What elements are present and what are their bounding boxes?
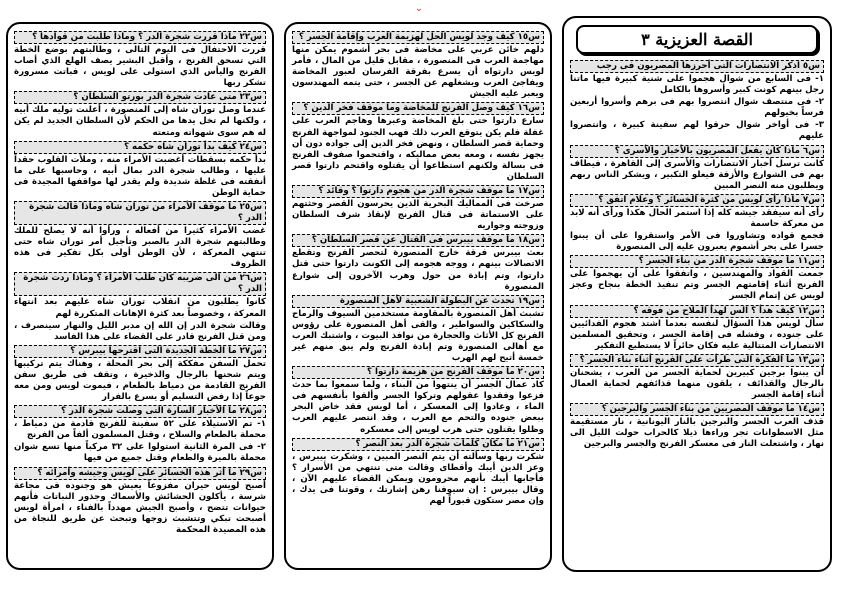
question-heading: س٢١ ما مكان كلمات شجرة الدر بعد النصر ؟ <box>292 438 544 451</box>
answer-text: كانت ترسل أخبار الانتصارات والأسرى إلى القاهرة ، فيطاف بهم فى الشوارع والأزقة فيعلو التكبير ، ويشكر الناس ربهم ويطلبون منه النصر المبين <box>570 158 824 191</box>
question-heading: س١٤ ما موقف المصريين من بناء الجسر والبرجين ؟ <box>570 403 824 416</box>
question-heading: س١١ ما موقف شجرة الدر من بناء الجسر ؟ <box>570 255 824 268</box>
question-heading: س٢٣ متى عادت شجرة الدر بورتو السلطان ؟ <box>14 91 266 104</box>
answer-text: ٢- فى المرة الثانية استولوا على ٣٢ مركباً منها تسع شوان محملة بالميرة والطعام وقتل جميع من فيها <box>14 442 266 464</box>
answer-text: رأى أنه سيفقد جيشه كله إذا استمر الحال هكذا ورأى أنه لابد من معركة حاسمة <box>570 207 824 229</box>
qa-list <box>570 60 824 450</box>
answer-text: ١- تم الاستيلاء على ٥٢ سفينة للفرنج قادمة من دمياط ، محملة بالطعام والسلاح ، وقتل المسلمون ألفاً من الفرنج <box>14 419 266 441</box>
answer-text: قررت الاحتفال فى اليوم التالى ، وطالبتهم بوضع الخطة التي تسحق الفرنج ، وأقبل البشير يصف الهلع الذي أصاب الفرنج واليأس الذي استولى على لويس ، فباتت مسرورة تشكر ربها <box>14 45 266 89</box>
answer-text: صرخت فى المماليك البحرية الذين يحرسون القصر وحثتهم على الاستماتة فى قتال الفرنج لإنقاذ شرف السلطان وزوجته وجواريه <box>292 199 544 232</box>
answer-text: شكرت ربها وسألته أن يتم النصر المبين ، وشكرت بيبرس ، وعز الدين أيبك وأقطاى وقالت متى تنتهي من الأسرار ؟ فأجابها أيبك بأنهم محرومون ويمكن القضاء عليهم الآن ، وقال بيبرس : إن سيوفنا رهن إشارتك ، وقوتنا فى يدك ، وإن مصر ستكون قبوراً لهم <box>292 451 544 506</box>
answer-text: أن يبنوا برجين كبيرين لحماية الجسر من العرب ، يشحنان بالرجال والقذائف ، يلقون منهما قذائفهم لحماية العمال أثناء إقامة الجسر <box>570 367 824 400</box>
question-heading: س٦ ماذا كان يفعل المصريون بالأخبار والأسرى ؟ <box>570 145 824 158</box>
question-heading: س٢٧ ما الخطة الجديدة التى اقترحها بيبرس ؟ <box>14 345 266 358</box>
qa-list <box>292 31 544 507</box>
answer-text: قذف العرب الجسر والبرجين بالنار اليونانية ، نار مستقيمة مثل الاسطوانات تجر وراءها ذيلا كالحراب حولت الليل الى نهار ، واشتعلت النار فى معسكر الفرنج والجسر والبرجين <box>570 417 824 450</box>
answer-text: فجمع قواده وتشاوروا فى الأمر واستقروا على أن يبنوا جسرا على بحر أشموم يعبرون عليه إلى المنصورة <box>570 231 824 253</box>
answer-text: جمعت القواد والمهندسين ، واتفقوا على أن يهجموا على الفرنج أثناء إقامتهم الجسر وتم تنفيذ الخطة بنجاح وعجز لويس عن إتمام الجسر <box>570 269 824 302</box>
column-middle <box>284 22 552 570</box>
question-heading: س١٩ تحدث عن البطولة الشعبية لأهل المنصورة <box>292 295 544 308</box>
answer-text: دلهم خائن عربي على مخاضة فى بحر أشموم يمكن منها مهاجمة العرب فى المنصورة ، مقابل قليل من المال ، فأمر لويس دارتواه أن يسرع بفرقة الفرسان لعبور المخاضة ويفاجئ العرب ويشغلهم عن الجسر ، حتى يتمه المهندسون ويعبر عليه الجيش <box>292 45 544 100</box>
answer-text: ٣- فى أواخر شوال حرقوا لهم سفينة كبيرة ، وانتصروا عليهم <box>570 120 824 142</box>
answer-text: غضب الأمراء كثيرا من أفعاله ، ورأوا أنه لا يصلح للملك وطالبتهم شجرة الدر بالصبر وتأجيل أمر توران شاه حتى تنتهي المعركة ، لأن الوطن أولى بكل تفكير فى هذه الظروف <box>14 226 266 270</box>
question-heading: س٧ ماذا رأى لويس من كثرة الخسائر ؟ وعلام اتفق ؟ <box>570 194 824 207</box>
question-heading: س٥ اذكر الانتصارات التى أحرزها المصريون فى رجب <box>570 60 824 73</box>
question-heading: س١٨ ما موقف بيبرس فى القتال عن قصر السلطان ؟ <box>292 234 544 247</box>
answer-text: كانوا يطلبون من انقلاب توران شاه عليهم بعد انتهاء المعركة ، وخصوصاً بعد كثرة الإهانات المتكررة لهم <box>14 297 266 319</box>
answer-text: ١- فى السابع من شوال هجموا على شنية كبيرة فيها ماتنا رجل بينهم كونت كبير وأسروها بالكامل <box>570 74 824 96</box>
question-heading: س٢٩ ما أثر هذه الخسائر على لويس وجيشه وأمرائه ؟ <box>14 467 266 480</box>
question-heading: س٢٤ كيف بدأ توران شاه حكمه ؟ <box>14 141 266 154</box>
red-marker: ⌄ <box>414 3 424 14</box>
answer-text: تحمل السفن مفككة إلى بحر المحلة ، وهناك يتم تركيبها ويتم شحنها بالرجال والذخيرة ، وتقف فى طريق سفن الفرنج القادمة من دمياط بالطعام ، فيموت لويس ومن معه جوعاً إذا رفض التسليم أو يسرع بالفرار <box>14 358 266 403</box>
page-title: القصة العزيزية ٣ <box>576 25 818 54</box>
answer-text: وقالت شجرة الدر إن الله إن مدبر الليل والنهار سينصرف ، ومن قتل الفرنج قادر على القضاء على هذا الفاسد <box>14 320 266 342</box>
question-heading: س١٢ كيف هدأ ؟ الس لهدأ الملاح من فوقه ؟ <box>570 305 824 318</box>
answer-text: كاد عمال الجسر أن ينتهوا من البناء ، ولما سمعوا بما حدث فزعوا وفقدوا عقولهم وتركوا الجسر وألقوا بأنفسهم فى الماء ، وعادوا إلى المعسكر ، أما لويس فقد خاض البحر ببعض جنوده والتحم مع العرب ، وقد انتصر عليهم العرب وظلوا يقتلون حتى هرب لويس إلى معسكره <box>292 380 544 435</box>
answer-text: عندما وصل توران شاه إلى المنصورة ، أعلنت توليه ملك أبيه ، ولكنها لم تخل يدها من الحكم لأن السلطان الجديد لم يكن له هم سوى شهواته ومتعته <box>14 105 266 138</box>
answer-text: سارع دارتوا حتى بلغ المخاضة وعبرها وهاجم العرب على غفلة فلم يكن يتوقع العرب ذلك فهب الجنود لمواجهة الفرنج وحماية قصر السلطان ، ونهض فخر الدين إلى جواده دون أن يجهز نفسه ، ومعه بعض مماليكه ، واقتحموا صفوف الفرنج فى بسالة ولكنهم استطاعوا أن يقتلوه واقتحم دارتوا قصر السلطان <box>292 116 544 182</box>
question-heading: س١٣ ما الفكرة التى طرأت على الفرنج أثناء بناء الجسر ؟ <box>570 354 824 367</box>
answer-text: بدأ حكمه بسقطات أغضبت الأمراء منه ، وملأت القلوب حقداً عليها ، وطالب شجرة الدر بمال أبيه ، وحاسبها على ما أنفقته فى غلظة شديدة ولم يقدر لها مواقفها المجيدة فى حماية الوطن <box>14 154 266 198</box>
answer-text: تشبث أهل المنصورة بالمقاومة مستخدمين السيوف والرماح والسكاكين والسواطير ، والقى أهل المنصورة على رؤوس الفرنج كل الأثاث والحجارة من نوافذ البيوت ، واشتبك العرب مع أهالى المنصورة وتم إبادة الفرنج ولم يبق منهم غير خمسة أتيح لهم الهرب <box>292 308 544 364</box>
answer-text: سأل لويس هذا السؤال لنفسه بعدما اشتد هجوم الفدائيين على جنوده ، وفشله فى إقامة الجسر ، وتحقيق المسلمين الانتصارات المتتالية عليه فكان حائراً لا يستطيع التفكير <box>570 318 824 351</box>
question-heading: س٢٢ ماذا قررت شجرة الدر ؟ وماذا طلبت من قوادها ؟ <box>14 31 266 44</box>
column-right <box>562 16 832 572</box>
question-heading: س٢٨ ما الأخبار السارة التى وصلت شجرة الدر ؟ <box>14 405 266 418</box>
question-heading: س٢٥ ما موقف الأمراء من توران شاه وماذا قالت شجرة الدر ؟ <box>14 201 266 225</box>
question-heading: س٢٦ من الى ضريبه كان طلب الأمراء ؟ وماذا ردت شجرة الدر ؟ <box>14 272 266 296</box>
question-heading: س١٥ كيف وجد لويس الحل لهزيمة العرب وإقامة الجسر ؟ <box>292 31 544 44</box>
question-heading: س١٧ ما موقف شجرة الدر من هجوم دارتوا ؟ وقائد ؟ <box>292 185 544 198</box>
answer-text: أصبح لويس حيران مفزوعاً يعيش هو وجنوده فى مجاعة شرسة ، يأكلون الحشائش والأسماك وجذور النباتات فأنهم حيوانات تتضح ، وأصبح الجيش مهدداً بالفناء ، امرأة لويس أصبحت تبكي وتتشبث زوجها وتبحث عن طريق للنجاة من هذه المصيدة المحكمة <box>14 480 266 535</box>
answer-text: بعث بيبرس فرقة خارج المنصورة لتحصر الفرنج وتقطع الاتصالات بينهم ، ووجه هجومه إلى الكونت دارتوا حتى قتل دارتوا، وتم إبادة من حول وهرب الآخرون إلى شوارع المنصورة <box>292 248 544 292</box>
column-left <box>6 22 274 570</box>
qa-list <box>14 31 266 536</box>
answer-text: ٢- فى منتصف شوال انتصروا بهم فى برهم وأسروا أربعين فرساً بخيولهم <box>570 97 824 119</box>
question-heading: س١٦ كيف وصل الفرنج للمخاضة وما موقف فخر الدين ؟ <box>292 102 544 115</box>
question-heading: س٢٠ ما موقف الفرنج من هزيمة دارتوا ؟ <box>292 366 544 379</box>
